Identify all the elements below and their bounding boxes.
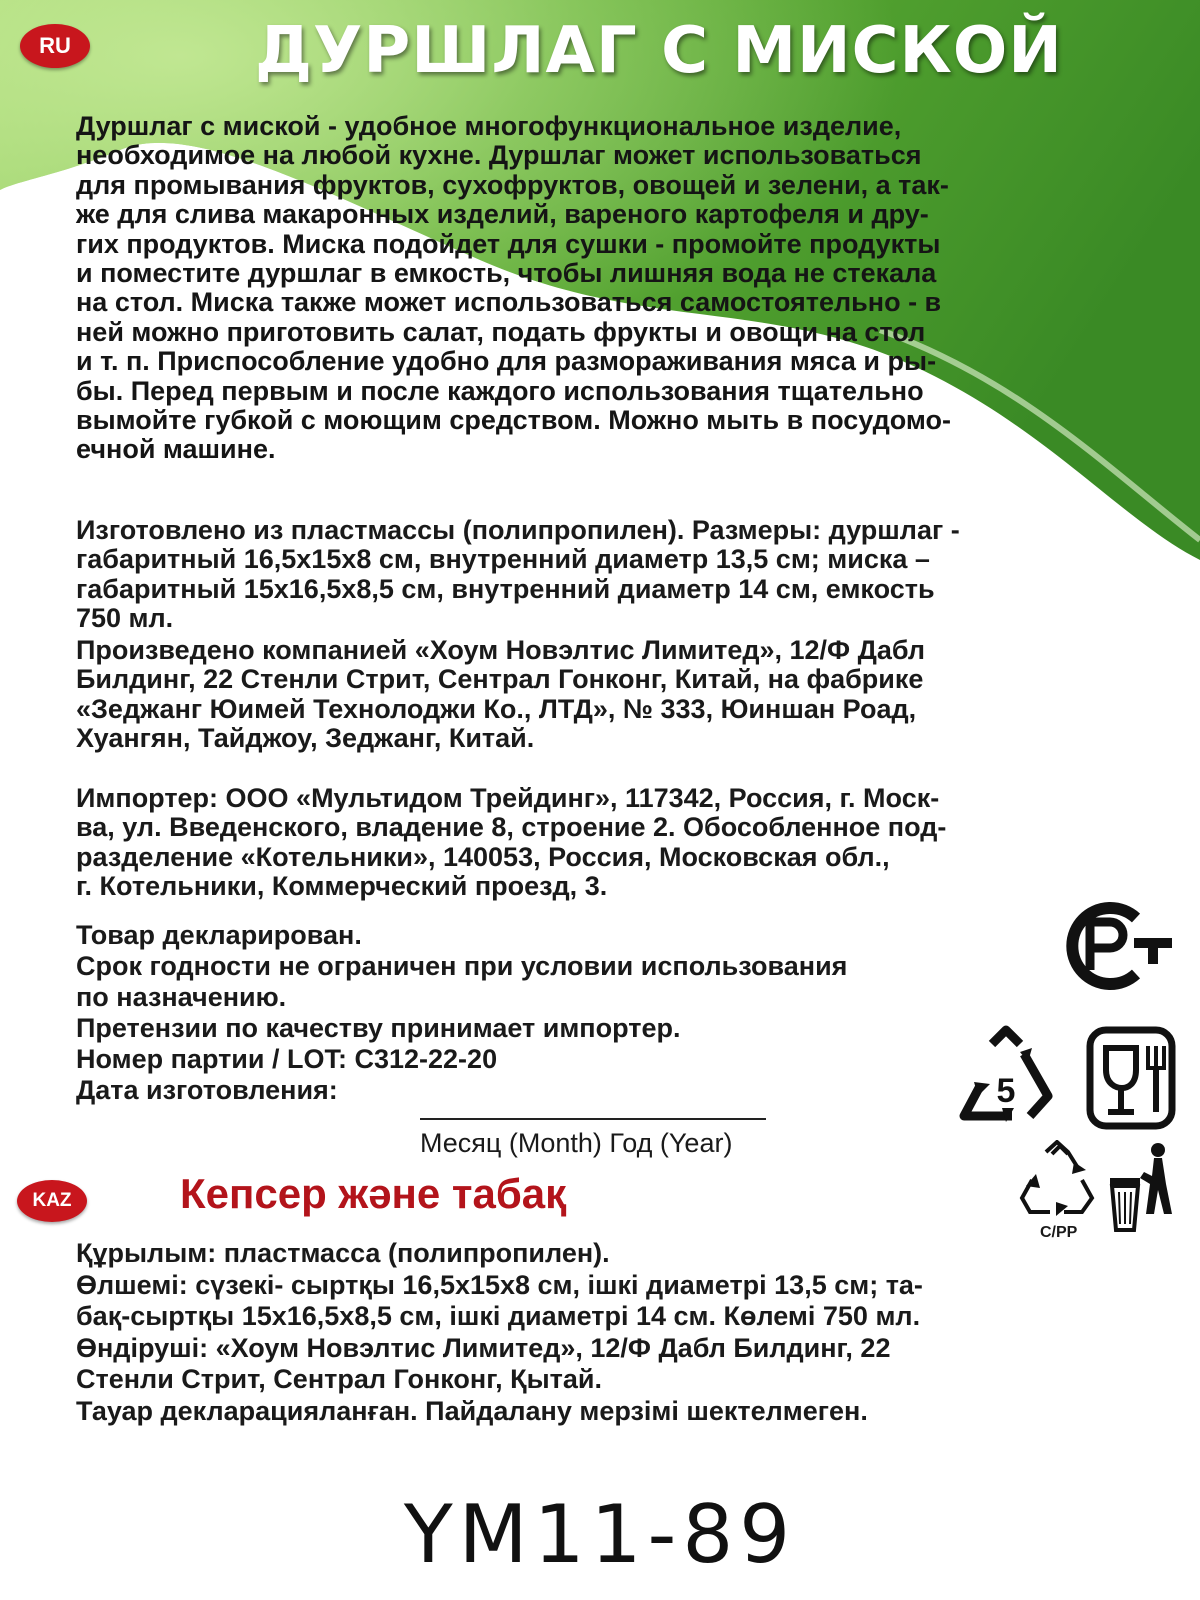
kaz-line: Құрылым: пластмасса (полипропилен). — [76, 1238, 610, 1268]
importer-paragraph — [76, 784, 1166, 902]
material-paragraph — [76, 516, 1166, 634]
description-line: на стол. Миска также может использоваться самостоятельно - в — [76, 287, 942, 318]
description-line: и поместите дуршлаг в емкость, чтобы лишняя вода не стекала — [76, 258, 937, 289]
importer-line: ва, ул. Введенского, владение 8, строение 2. Обособленное под- — [76, 812, 947, 843]
manufacturer-line: Билдинг, 22 Стенли Стрит, Сентрал Гонконг, Китай, на фабрике — [76, 664, 924, 695]
manufacture-date-label: Дата изготовления: — [76, 1075, 338, 1105]
description-line: ней можно приготовить салат, подать фрукты и овощи на стол — [76, 316, 926, 347]
food-safe-icon — [1086, 1026, 1176, 1130]
recycle-arrows-icon — [1016, 1140, 1098, 1222]
kaz-line: Өндіруші: «Хоум Новэлтис Лимитед», 12/Ф Дабл Билдинг, 22 — [76, 1332, 891, 1363]
shelf-life-note: Срок годности не ограничен при условии использования — [76, 951, 848, 981]
shelf-life-note-cont: по назначению. — [76, 982, 287, 1012]
description-paragraph — [76, 112, 1166, 465]
description-line: для промывания фруктов, сухофруктов, овощей и зелени, а так- — [76, 169, 949, 200]
date-format-hint: Месяц (Month) Год (Year) — [420, 1128, 733, 1158]
declared-note: Товар декларирован. — [76, 920, 362, 950]
date-underline — [420, 1118, 766, 1120]
material-line: Изготовлено из пластмассы (полипропилен). Размеры: дуршлаг - — [76, 515, 960, 545]
kaz-section-title: Кепсер және табақ — [180, 1170, 567, 1217]
importer-line: Импортер: ООО «Мультидом Трейдинг», 117342, Россия, г. Моск- — [76, 783, 940, 813]
recycle-triangle-icon — [950, 1024, 1062, 1128]
manufacturer-line: Хуангян, Тайджоу, Зеджанг, Китай. — [76, 723, 535, 754]
recycle-code: 5 — [996, 1072, 1016, 1110]
description-line: же для слива макаронных изделий, вареного картофеля и дру- — [76, 199, 929, 230]
language-badge-kaz: KAZ — [17, 1180, 87, 1222]
kaz-line: Стенли Стрит, Сентрал Гонконг, Қытай. — [76, 1364, 602, 1394]
importer-line: г. Котельники, Коммерческий проезд, 3. — [76, 871, 608, 902]
description-line: и т. п. Приспособление удобно для размораживания мяса и ры- — [76, 346, 937, 377]
kaz-line: Өлшемі: сүзекі- сыртқы 16,5х15х8 см, ішкі диаметрі 13,5 см; та- — [76, 1269, 923, 1300]
description-line: гих продуктов. Миска подойдет для сушки - промойте продукты — [76, 228, 941, 259]
description-line: вымойте губкой с моющим средством. Можно мыть в посудомо- — [76, 405, 951, 436]
kaz-text-block — [76, 1238, 1146, 1427]
importer-line: разделение «Котельники», 140053, Россия, Московская обл., — [76, 841, 890, 872]
description-line: Дуршлаг с миской - удобное многофункциональное изделие, — [76, 111, 902, 141]
product-title: ДУРШЛАГ С МИСКОЙ — [255, 14, 1063, 88]
material-line: габаритный 16,5х15х8 см, внутренний диаметр 13,5 см; миска – — [76, 544, 930, 575]
trash-bin-icon — [1106, 1140, 1182, 1232]
kaz-line: Тауар декларацияланған. Пайдалану мерзімі шектелмеген. — [76, 1395, 868, 1426]
model-code: YM11-89 — [403, 1488, 797, 1581]
material-line: габаритный 15х16,5х8,5 см, внутренний диаметр 14 см, емкость — [76, 573, 935, 604]
manufacturer-line: Произведено компанией «Хоум Новэлтис Лимитед», 12/Ф Дабл — [76, 635, 925, 665]
description-line: ечной машине. — [76, 434, 276, 465]
language-badge-ru: RU — [20, 24, 90, 68]
lot-number: Номер партии / LOT: C312-22-20 — [76, 1044, 498, 1074]
pct-certification-icon — [1066, 900, 1176, 992]
manufacturer-paragraph — [76, 636, 1166, 754]
description-line: бы. Перед первым и после каждого использования тщательно — [76, 375, 924, 406]
description-line: необходимое на любой кухне. Дуршлаг может использоваться — [76, 140, 922, 171]
manufacturer-line: «Зеджанг Юимей Технолоджи Ко., ЛТД», № 333, Юиншан Роад, — [76, 693, 917, 724]
claims-note: Претензии по качеству принимает импортер. — [76, 1013, 681, 1043]
material-line: 750 мл. — [76, 603, 174, 634]
kaz-line: бақ-сыртқы 15х16,5х8,5 см, ішкі диаметрі 14 см. Көлемі 750 мл. — [76, 1301, 921, 1331]
notes-block — [76, 920, 1036, 1106]
material-code-label: C/PP — [1040, 1224, 1078, 1241]
